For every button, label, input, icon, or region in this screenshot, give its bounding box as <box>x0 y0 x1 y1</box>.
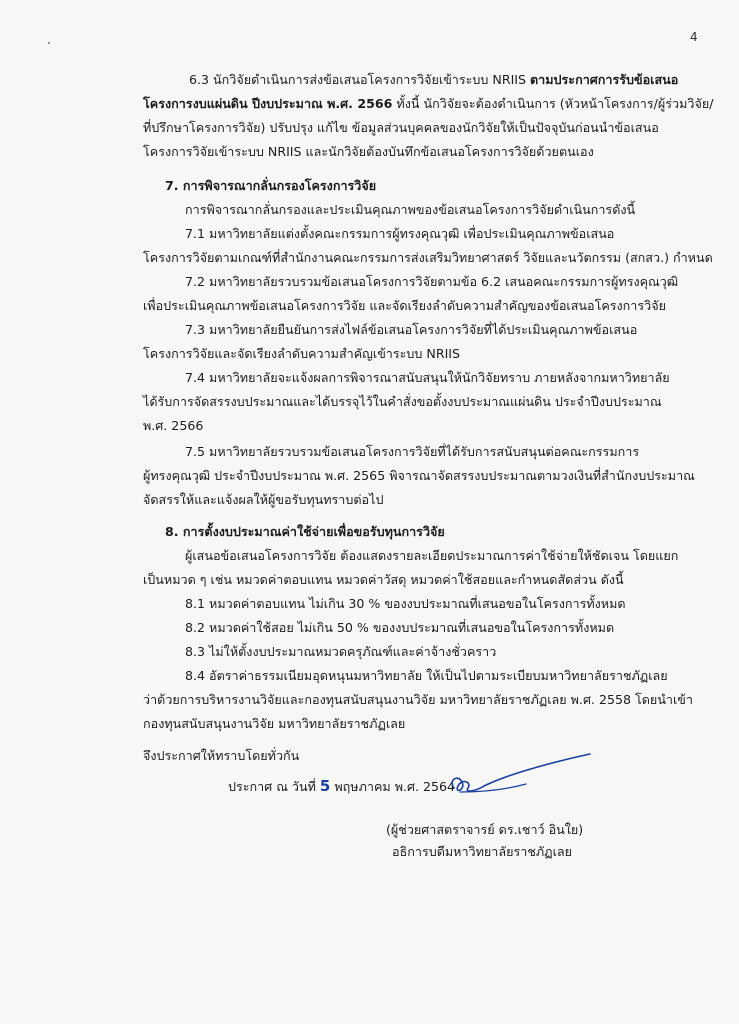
page-number: 4 <box>690 30 698 44</box>
para-8-4-line-3: กองทุนสนับสนุนงานวิจัย มหาวิทยาลัยราชภัฏเลย <box>143 716 406 731</box>
para-6-3-line-3: ที่ปรึกษาโครงการวิจัย) ปรับปรุง แก้ไข ข้อมูลส่วนบุคคลของนักวิจัยให้เป็นปัจจุบันก่อนนำข้อเสนอ <box>143 120 659 135</box>
para-7-1-line-2: โครงการวิจัยตามเกณฑ์ที่สำนักงานคณะกรรมการส่งเสริมวิทยาศาสตร์ วิจัยและนวัตกรรม (สกสว.) กำหนด <box>143 250 713 265</box>
section-8-heading: 8. การตั้งงบประมาณค่าใช้จ่ายเพื่อขอรับทุนการวิจัย <box>165 524 445 539</box>
section-7-heading: 7. การพิจารณากลั่นกรองโครงการวิจัย <box>165 178 377 193</box>
para-7-4-line-1: 7.4 มหาวิทยาลัยจะแจ้งผลการพิจารณาสนับสนุนให้นักวิจัยทราบ ภายหลังจากมหาวิทยาลัย <box>185 370 670 385</box>
section-8-intro-line-1: ผู้เสนอข้อเสนอโครงการวิจัย ต้องแสดงรายละเอียดประมาณการค่าใช้จ่ายให้ชัดเจน โดยแยก <box>185 548 679 563</box>
para-8-3: 8.3 ไม่ให้ตั้งงบประมาณหมวดครุภัณฑ์และค่าจ้างชั่วคราว <box>185 644 497 659</box>
date-suffix: พฤษภาคม พ.ศ. 2564 <box>334 779 456 794</box>
para-7-5-line-1: 7.5 มหาวิทยาลัยรวบรวมข้อเสนอโครงการวิจัยที่ได้รับการสนับสนุนต่อคณะกรรมการ <box>185 444 640 459</box>
signer-name: (ผู้ช่วยศาสตราจารย์ ดร.เชาว์ อินใย) <box>386 822 584 837</box>
para-6-3-line-1 <box>189 72 678 88</box>
para-6-3-line-2 <box>143 96 713 112</box>
announcement-closing: จึงประกาศให้ทราบโดยทั่วกัน <box>143 748 300 763</box>
para-7-1-line-1: 7.1 มหาวิทยาลัยแต่งตั้งคณะกรรมการผู้ทรงคุณวุฒิ เพื่อประเมินคุณภาพข้อเสนอ <box>185 226 615 241</box>
scan-speck <box>48 42 50 44</box>
para-7-3-line-2: โครงการวิจัยและจัดเรียงลำดับความสำคัญเข้าระบบ NRIIS <box>143 346 460 361</box>
announcement-date <box>228 778 455 795</box>
para-7-3-line-1: 7.3 มหาวิทยาลัยยืนยันการส่งไฟล์ข้อเสนอโครงการวิจัยที่ได้ประเมินคุณภาพข้อเสนอ <box>185 322 638 337</box>
para-8-4-line-2: ว่าด้วยการบริหารงานวิจัยและกองทุนสนับสนุนงานวิจัย มหาวิทยาลัยราชภัฏเลย พ.ศ. 2558 โดยนำเข้า <box>143 692 693 707</box>
date-day: 5 <box>319 777 331 795</box>
section-7-intro: การพิจารณากลั่นกรองและประเมินคุณภาพของข้อเสนอโครงการวิจัยดำเนินการดังนี้ <box>185 202 636 217</box>
para-7-2-line-2: เพื่อประเมินคุณภาพข้อเสนอโครงการวิจัย และจัดเรียงลำดับความสำคัญของข้อเสนอโครงการวิจัย <box>143 298 666 313</box>
signer-title: อธิการบดีมหาวิทยาลัยราชภัฏเลย <box>392 844 573 859</box>
signature <box>444 752 594 810</box>
para-6-3-bold: ตามประกาศการรับข้อเสนอ <box>530 72 679 87</box>
date-prefix: ประกาศ ณ วันที่ <box>228 779 316 794</box>
para-7-5-line-2: ผู้ทรงคุณวุฒิ ประจำปีงบประมาณ พ.ศ. 2565 พิจารณาจัดสรรงบประมาณตามวงเงินที่สำนักงบประมาณ <box>143 468 695 483</box>
para-8-1: 8.1 หมวดค่าตอบแทน ไม่เกิน 30 % ของงบประมาณที่เสนอขอในโครงการทั้งหมด <box>185 596 626 611</box>
para-6-3-bold-2: โครงการงบแผ่นดิน ปีงบประมาณ พ.ศ. 2566 <box>143 96 393 111</box>
para-8-2: 8.2 หมวดค่าใช้สอย ไม่เกิน 50 % ของงบประมาณที่เสนอขอในโครงการทั้งหมด <box>185 620 615 635</box>
para-7-5-line-3: จัดสรรให้และแจ้งผลให้ผู้ขอรับทุนทราบต่อไป <box>143 492 384 507</box>
para-7-4-line-2: ได้รับการจัดสรรงบประมาณและได้บรรจุไว้ในคำสั่งขอตั้งงบประมาณแผ่นดิน ประจำปีงบประมาณ <box>143 394 662 409</box>
para-6-3-line-4: โครงการวิจัยเข้าระบบ NRIIS และนักวิจัยต้องบันทึกข้อเสนอโครงการวิจัยด้วยตนเอง <box>143 144 594 159</box>
para-6-3-text: 6.3 นักวิจัยดำเนินการส่งข้อเสนอโครงการวิจัยเข้าระบบ NRIIS <box>189 72 530 87</box>
para-8-4-line-1: 8.4 อัตราค่าธรรมเนียมอุดหนุนมหาวิทยาลัย ให้เป็นไปตามระเบียบมหาวิทยาลัยราชภัฏเลย <box>185 668 668 683</box>
para-6-3-text-2: ทั้งนี้ นักวิจัยจะต้องดำเนินการ (หัวหน้าโครงการ/ผู้ร่วมวิจัย/ <box>392 96 714 111</box>
para-7-2-line-1: 7.2 มหาวิทยาลัยรวบรวมข้อเสนอโครงการวิจัยตามข้อ 6.2 เสนอคณะกรรมการผู้ทรงคุณวุฒิ <box>185 274 679 289</box>
para-7-4-line-3: พ.ศ. 2566 <box>143 418 204 433</box>
section-8-intro-line-2: เป็นหมวด ๆ เช่น หมวดค่าตอบแทน หมวดค่าวัสดุ หมวดค่าใช้สอยและกำหนดสัดส่วน ดังนี้ <box>143 572 624 587</box>
